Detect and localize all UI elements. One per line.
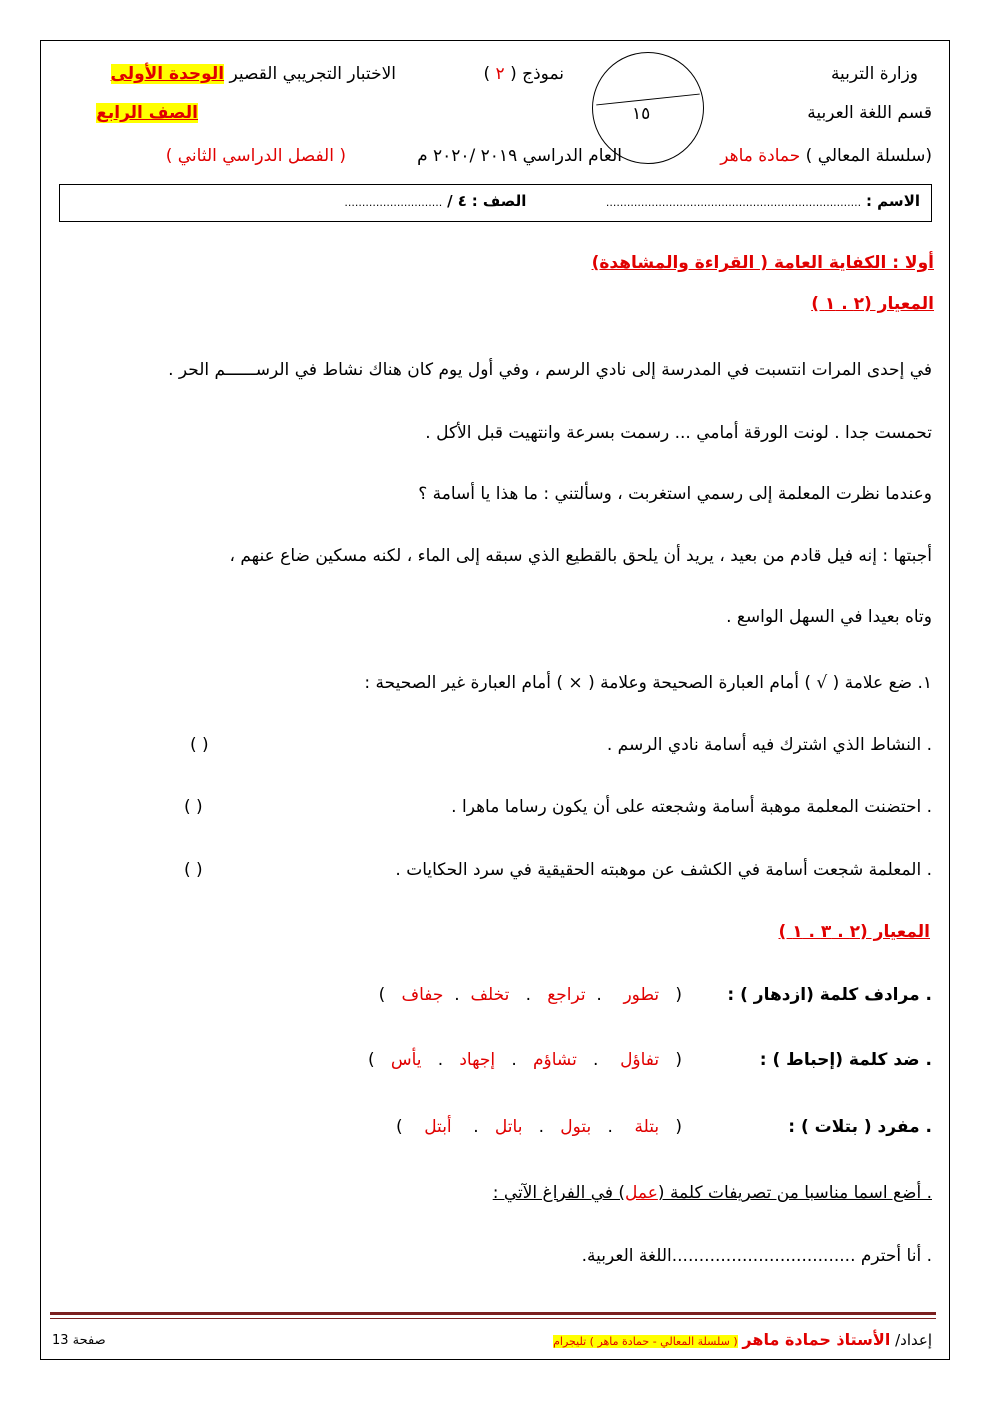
footer-rule bbox=[50, 1312, 936, 1315]
vocab-prompt-3: . مفرد ( بتلات ) : bbox=[788, 1117, 932, 1137]
school-year: العام الدراسي ٢٠١٩ /٢٠٢٠ م bbox=[417, 146, 622, 166]
vocab-prompt-2: . ضد كلمة (إحباط ) : bbox=[759, 1050, 932, 1070]
channel-label: ( سلسلة المعالي - حمادة ماهر ) تليجرام bbox=[553, 1335, 738, 1348]
class-field[interactable]: ............................ bbox=[344, 196, 443, 209]
series-line bbox=[720, 146, 932, 166]
vocab-options-3: ( بتلة . بتول . باتل . أبتل ) bbox=[395, 1117, 682, 1137]
unit-label: الوحدة الأولى bbox=[110, 64, 225, 84]
vocab-options-1: ( تطور . تراجع . تخلف . جفاف ) bbox=[378, 985, 682, 1005]
score-value: ١٥ bbox=[632, 104, 651, 124]
class-label: الصف : bbox=[471, 192, 527, 210]
fill-sentence[interactable]: . أنا أحترم ..................................اللغة العربية. bbox=[581, 1246, 932, 1266]
paragraph-line-5: وتاه بعيدا في السهل الواسع . bbox=[726, 607, 932, 627]
exam-title: الاختبار التجريبي القصير bbox=[229, 64, 396, 84]
name-label: الاسم : bbox=[865, 192, 920, 210]
exam-title-line bbox=[111, 64, 397, 84]
page-number: صفحة 13 bbox=[52, 1333, 106, 1348]
option[interactable]: تراجع bbox=[547, 985, 586, 1005]
criterion-2: المعيار (٢ . ٣ . ١ ) bbox=[778, 922, 930, 942]
grade-label: الصف الرابع bbox=[96, 103, 198, 123]
fill-instruction: . أضع اسما مناسبا من تصريفات كلمة (عمل) في الفراغ الآتي : bbox=[492, 1183, 932, 1203]
answer-blank-2[interactable]: ( ) bbox=[184, 797, 203, 817]
question-1: ١. ضع علامة ( √ ) أمام العبارة الصحيحة وعلامة ( × ) أمام العبارة غير الصحيحة : bbox=[364, 673, 932, 693]
statement-1: . النشاط الذي اشترك فيه أسامة نادي الرسم . bbox=[606, 735, 932, 755]
option[interactable]: يأس bbox=[390, 1050, 422, 1070]
ministry: وزارة التربية bbox=[830, 64, 918, 84]
page-frame bbox=[40, 40, 950, 1360]
option[interactable]: تفاؤل bbox=[620, 1050, 660, 1070]
model-number: نموذج ( ٢ ) bbox=[483, 64, 564, 84]
teacher-name: الأستاذ حمادة ماهر bbox=[742, 1330, 891, 1349]
vocab-prompt-1: . مرادف كلمة (ازدهار ) : bbox=[727, 985, 932, 1005]
paragraph-line-1: في إحدى المرات انتسبت في المدرسة إلى نادي الرسم ، وفي أول يوم كان هناك نشاط في الرســــــم الحر . bbox=[168, 360, 932, 380]
answer-blank-1[interactable]: ( ) bbox=[190, 735, 209, 755]
footer-rule-thin bbox=[50, 1318, 936, 1319]
option[interactable]: بتلة bbox=[634, 1117, 660, 1137]
option[interactable]: إجهاد bbox=[459, 1050, 496, 1070]
option[interactable]: جفاف bbox=[401, 985, 444, 1005]
option[interactable]: تطور bbox=[623, 985, 660, 1005]
series: (سلسلة المعالي ) bbox=[805, 146, 932, 166]
class-value: ٤ / bbox=[447, 192, 467, 210]
statement-3: . المعلمة شجعت أسامة في الكشف عن موهبته الحقيقية في سرد الحكايات . bbox=[395, 860, 932, 880]
vocab-options-2: ( تفاؤل . تشاؤم . إجهاد . يأس ) bbox=[367, 1050, 682, 1070]
option[interactable]: باتل bbox=[494, 1117, 523, 1137]
option[interactable]: تخلف bbox=[470, 985, 510, 1005]
prepared-label: إعداد/ bbox=[895, 1331, 932, 1349]
student-info-line bbox=[344, 192, 920, 210]
department: قسم اللغة العربية bbox=[807, 103, 932, 123]
section-title: أولا : الكفاية العامة ( القراءة والمشاهدة) bbox=[591, 253, 934, 273]
option[interactable]: تشاؤم bbox=[533, 1050, 577, 1070]
answer-blank-3[interactable]: ( ) bbox=[184, 860, 203, 880]
semester: ( الفصل الدراسي الثاني ) bbox=[165, 146, 346, 166]
name-field[interactable]: ......................................................................... bbox=[605, 196, 862, 209]
fill-word: عمل bbox=[625, 1183, 658, 1203]
paragraph-line-3: وعندما نظرت المعلمة إلى رسمي استغربت ، وسألتني : ما هذا يا أسامة ؟ bbox=[418, 484, 932, 504]
author-name: حمادة ماهر bbox=[720, 146, 801, 166]
paragraph-line-2: تحمست جدا . لونت الورقة أمامي ... رسمت بسرعة وانتهيت قبل الأكل . bbox=[425, 423, 932, 443]
paragraph-line-4: أجبتها : إنه فيل قادم من بعيد ، يريد أن يلحق بالقطيع الذي سبقه إلى الماء ، لكنه مسكين ضاع عنهم ، bbox=[229, 546, 932, 566]
statement-2: . احتضنت المعلمة موهبة أسامة وشجعته على أن يكون رساما ماهرا . bbox=[451, 797, 932, 817]
option[interactable]: أبتل bbox=[424, 1117, 452, 1137]
option[interactable]: بتول bbox=[560, 1117, 592, 1137]
footer-credit bbox=[553, 1330, 932, 1349]
criterion-1: المعيار (٢ . ١ ) bbox=[811, 294, 934, 314]
